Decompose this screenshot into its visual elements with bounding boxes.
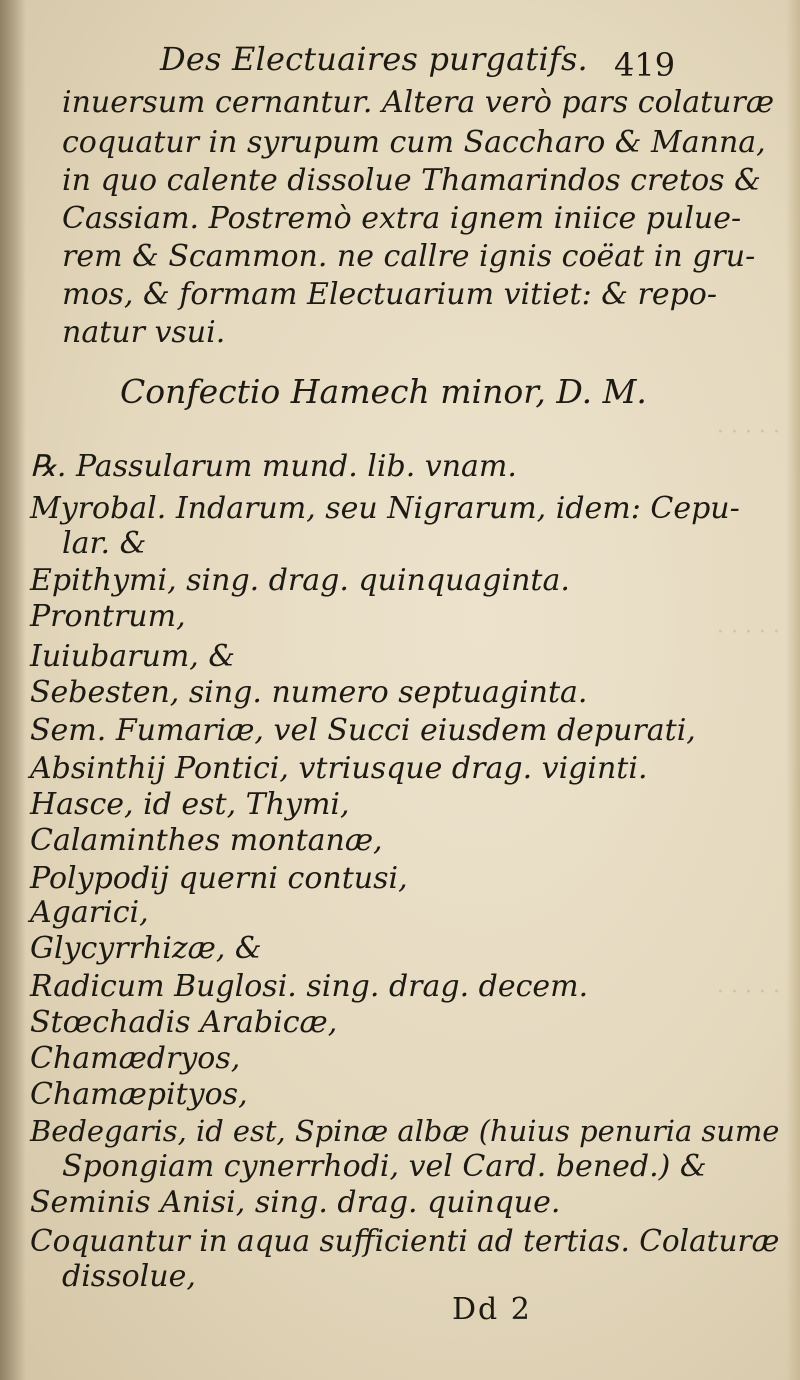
text-line: in quo calente dissolue Thamarindos cretos & <box>62 163 761 198</box>
show-through-text: · · · · · <box>717 980 780 1005</box>
recipe-line: Chamæpityos, <box>30 1077 248 1112</box>
text-line: natur vsui. <box>62 315 226 350</box>
recipe-line: Agarici, <box>30 895 149 930</box>
recipe-line: ℞. Passularum mund. lib. vnam. <box>30 449 517 484</box>
show-through-text: · · · · · <box>717 420 780 445</box>
running-head: Des Electuaires purgatifs. <box>160 40 588 78</box>
section-title: Confectio Hamech minor, D. M. <box>120 372 647 411</box>
recipe-line: Coquantur in aqua sufficienti ad tertias. Colaturæ <box>30 1224 780 1258</box>
show-through-text: · · · · · <box>717 620 780 645</box>
recipe-line: Absinthij Pontici, vtriusque drag. viginti. <box>30 751 648 786</box>
recipe-line: dissolue, <box>62 1259 196 1294</box>
recipe-line: Hasce, id est, Thymi, <box>30 787 350 822</box>
recipe-line: Sebesten, sing. numero septuaginta. <box>30 675 588 710</box>
text-line: mos, & formam Electuarium vitiet: & repo- <box>62 277 717 312</box>
text-line: coquatur in syrupum cum Saccharo & Manna, <box>62 125 766 160</box>
text-line: inuersum cernantur. Altera verò pars colaturæ <box>62 85 775 120</box>
recipe-line: Seminis Anisi, sing. drag. quinque. <box>30 1185 561 1220</box>
recipe-line: Prontrum, <box>30 599 186 634</box>
recipe-line: Calaminthes montanæ, <box>30 823 383 858</box>
recipe-line: Bedegaris, id est, Spinæ albæ (huius penuria sume <box>30 1114 780 1148</box>
signature-mark: Dd 2 <box>452 1292 532 1327</box>
recipe-line: Spongiam cynerrhodi, vel Card. bened.) & <box>62 1149 707 1184</box>
page-header <box>160 40 720 90</box>
page-edge-shadow <box>786 0 800 1380</box>
page-number: 419 <box>614 46 676 84</box>
page-gutter-shadow <box>0 0 26 1380</box>
recipe-line: Epithymi, sing. drag. quinquaginta. <box>30 563 570 598</box>
recipe-line: Myrobal. Indarum, seu Nigrarum, idem: Cepu- <box>30 491 740 526</box>
recipe-line: lar. & <box>62 526 147 561</box>
recipe-line: Glycyrrhizæ, & <box>30 931 262 966</box>
recipe-line: Radicum Buglosi. sing. drag. decem. <box>30 969 589 1004</box>
recipe-line: Polypodij querni contusi, <box>30 861 408 896</box>
recipe-line: Sem. Fumariæ, vel Succi eiusdem depurati, <box>30 713 696 748</box>
recipe-line: Stœchadis Arabicæ, <box>30 1005 338 1040</box>
recipe-line: Iuiubarum, & <box>30 639 236 674</box>
recipe-line: Chamædryos, <box>30 1041 241 1076</box>
text-line: rem & Scammon. ne callre ignis coëat in gru- <box>62 239 756 274</box>
text-line: Cassiam. Postremò extra ignem iniice pulue- <box>62 201 742 236</box>
